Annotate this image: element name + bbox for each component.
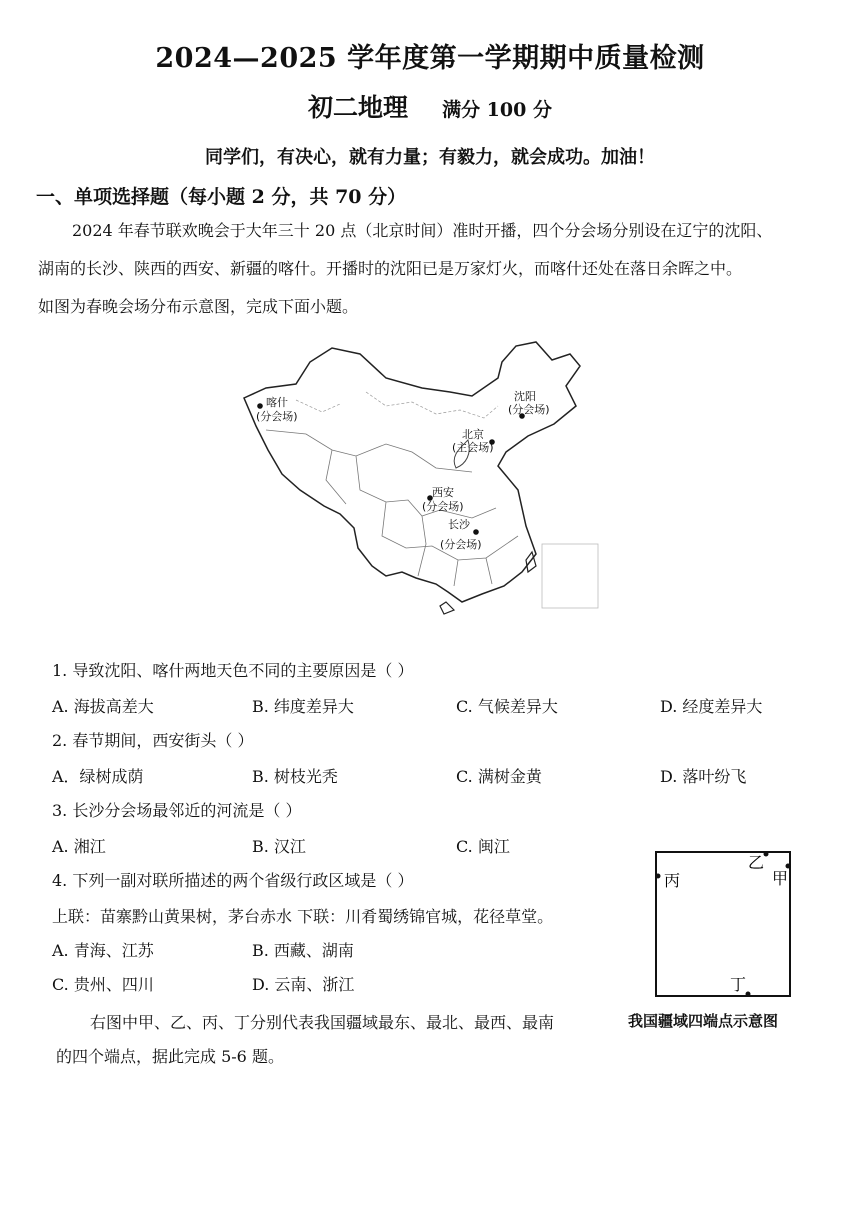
label-kashgar: 喀什 [266, 396, 288, 409]
q1-option-c: C. 气候差异大 [456, 697, 558, 716]
q2-option-c: C. 满树金黄 [456, 767, 542, 786]
label-changsha-venue: (分会场) [440, 538, 482, 551]
q3-option-b: B. 汉江 [252, 837, 306, 856]
q3-option-c: C. 闽江 [456, 837, 510, 856]
label-shenyang-venue: (分会场) [508, 403, 550, 416]
label-changsha: 长沙 [448, 518, 470, 531]
diagram-caption: 我国疆域四端点示意图 [628, 1012, 779, 1030]
label-beijing: 北京 [462, 428, 484, 441]
q4-option-a: A. 青海、江苏 [52, 941, 154, 960]
question-3: 3. 长沙分会场最邻近的河流是（ ） [52, 801, 302, 820]
outro-line: 右图中甲、乙、丙、丁分别代表我国疆域最东、最北、最西、最南 [90, 1013, 555, 1032]
extreme-points-diagram [648, 846, 798, 1002]
q4-option-b: B. 西藏、湖南 [252, 941, 354, 960]
question-2: 2. 春节期间，西安街头（ ） [52, 731, 254, 750]
label-xian: 西安 [432, 486, 454, 499]
label-bing: 丙 [664, 871, 681, 890]
q4-couplet: 上联：苗寨黔山黄果树，茅台赤水 下联：川肴蜀绣锦官城，花径草堂。 [52, 907, 554, 926]
intro-paragraph [38, 212, 838, 326]
q2-option-a: A．绿树成荫 [52, 767, 144, 786]
intro-line: 2024 年春节联欢晚会于大年三十 20 点（北京时间）准时开播，四个分会场分别设在辽宁的沈阳、 [72, 221, 773, 240]
q2-option-b: B. 树枝光秃 [252, 767, 338, 786]
q4-option-d: D. 云南、浙江 [252, 975, 355, 994]
motto: 同学们，有决心，就有力量；有毅力，就会成功。加油！ [205, 147, 655, 168]
china-venue-map [236, 340, 606, 620]
q1-option-d: D. 经度差异大 [660, 697, 763, 716]
exam-title: 2024—2025 学年度第一学期期中质量检测 [155, 43, 705, 74]
question-1: 1. 导致沈阳、喀什两地天色不同的主要原因是（ ） [52, 661, 414, 680]
question-4: 4. 下列一副对联所描述的两个省级行政区域是（ ） [52, 871, 414, 890]
subject-line [0, 88, 860, 124]
label-shenyang: 沈阳 [514, 390, 536, 403]
label-yi: 乙 [748, 853, 765, 872]
q1-option-a: A. 海拔高差大 [52, 697, 154, 716]
label-xian-venue: (分会场) [422, 500, 464, 513]
q2-option-d: D. 落叶纷飞 [660, 767, 747, 786]
label-kashgar-venue: (分会场) [256, 410, 298, 423]
outro-line: 的四个端点，据此完成 5-6 题。 [56, 1047, 284, 1066]
full-score: 满分 100 分 [442, 99, 552, 121]
label-jia: 甲 [772, 869, 789, 888]
label-ding: 丁 [730, 975, 747, 994]
q4-option-c: C. 贵州、四川 [52, 975, 154, 994]
label-beijing-venue: (主会场) [452, 441, 494, 454]
subject-name: 初二地理 [308, 93, 409, 122]
section-heading: 一、单项选择题（每小题 2 分，共 70 分） [36, 186, 407, 208]
intro-line: 如图为春晚会场分布示意图，完成下面小题。 [38, 297, 359, 316]
q3-option-a: A. 湘江 [52, 837, 106, 856]
q1-option-b: B. 纬度差异大 [252, 697, 354, 716]
intro-line: 湖南的长沙、陕西的西安、新疆的喀什。开播时的沈阳已是万家灯火，而喀什还处在落日余晖之中。 [38, 259, 743, 278]
